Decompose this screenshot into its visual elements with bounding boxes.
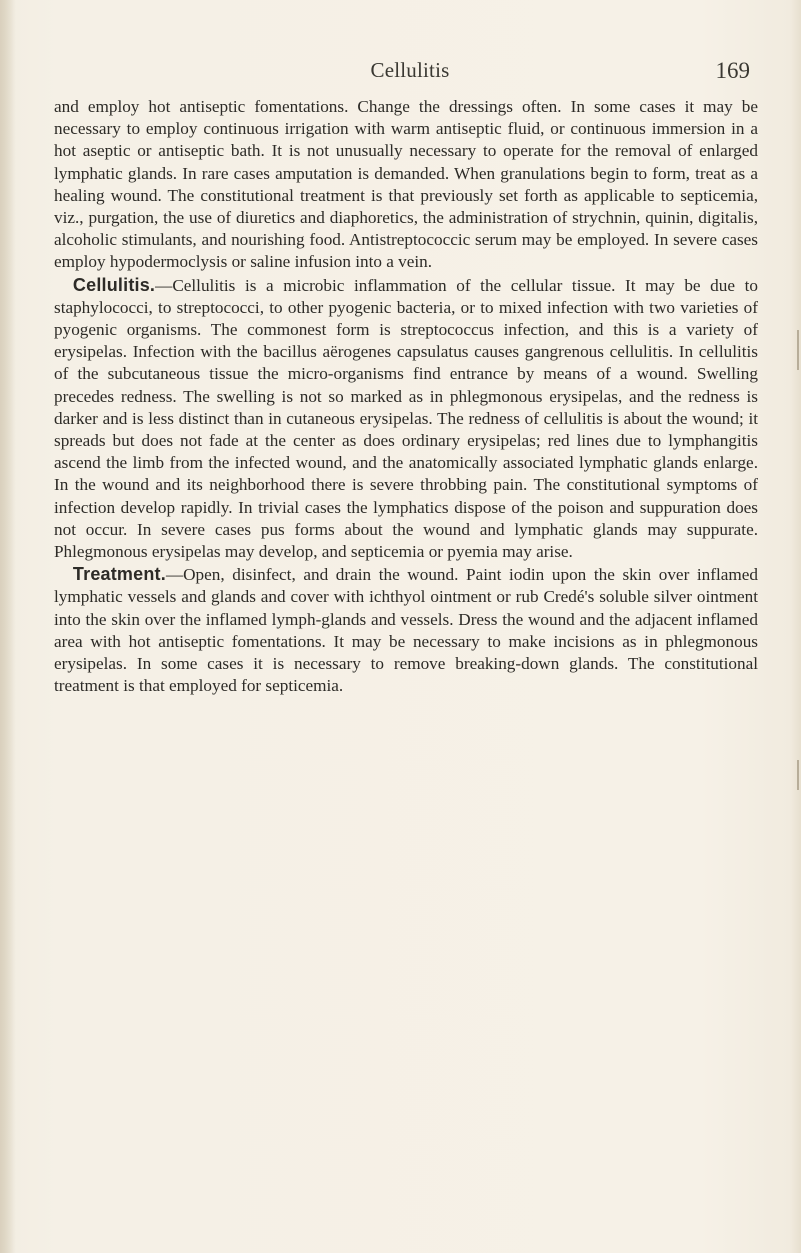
paragraph-text: and employ hot antiseptic fomentations. Change the dressings often. In some cases it may be necessary to employ continuous irrigation with warm antiseptic fluid, or continuous immersion in a hot aseptic or antiseptic bath. It is not unusually necessary to operate for the removal of enlarged lymphatic glands. In rare cases amputation is demanded. When granulations begin to form, treat as a healing wound. The constitutional treatment is that previously set forth as applicable to septicemia, viz., purgation, the use of diuretics and diaphoretics, the administration of strychnin, quinin, digitalis, alcoholic stimulants, and nourishing food. Antistreptococcic serum may be employed. In severe cases employ hypodermoclysis or saline infusion into a vein. (54, 97, 758, 272)
page-header (0, 58, 801, 90)
paragraph-cellulitis (54, 274, 758, 564)
page-edge-mark (797, 330, 799, 370)
page-edge-mark (797, 760, 799, 790)
section-heading: Cellulitis. (72, 274, 156, 295)
section-heading: Treatment. (72, 564, 166, 585)
heading-dash: — (165, 565, 184, 585)
paragraph-continuation (54, 96, 758, 274)
heading-dash: — (155, 275, 173, 295)
page-gutter-shadow (0, 0, 16, 1253)
paragraph-treatment (54, 563, 758, 697)
running-title: Cellulitis (370, 58, 450, 82)
paragraph-text: Open, disinfect, and drain the wound. Paint iodin upon the skin over inflamed lymphatic vessels and glands and cover with ichthyol ointment or rub Credé's soluble silver ointment into the skin over the inflamed lymph-glands and vessels. Dress the wound and the adjacent inflamed area with hot antiseptic fomentations. It may be necessary to make incisions as in phlegmonous erysipelas. In some cases it is necessary to remove breaking-down glands. The constitutional treatment is that employed for septicemia. (54, 565, 758, 696)
body-text (54, 96, 758, 697)
page-number: 169 (715, 58, 750, 83)
paragraph-text: Cellulitis is a microbic inflammation of the cellular tissue. It may be due to staphylococci, to streptococci, to other pyogenic bacteria, or to mixed infection with two varieties of pyogenic organisms. The commonest form is streptococcus infection, and this is a variety of erysipelas. Infection with the bacillus aërogenes capsulatus causes gangrenous cellulitis. In cellulitis of the subcutaneous tissue the micro-organisms find entrance by means of a wound. Swelling precedes redness. The swelling is not so marked as in phlegmonous erysipelas, and the redness is darker and is less distinct than in cutaneous erysipelas. The redness of cellulitis is about the wound; it spreads but does not fade at the center as does ordinary erysipelas; red lines due to lymphangitis ascend the limb from the infected wound, and the anatomically associated lymphatic glands enlarge. In the wound and its neighborhood there is severe throbbing pain. The constitutional symptoms of infection develop rapidly. In trivial cases the lymphatics dispose of the poison and suppuration does not occur. In severe cases pus forms about the wound and lymphatic glands may suppurate. Phlegmonous erysipelas may develop, and septicemia or pyemia may arise. (54, 275, 758, 562)
